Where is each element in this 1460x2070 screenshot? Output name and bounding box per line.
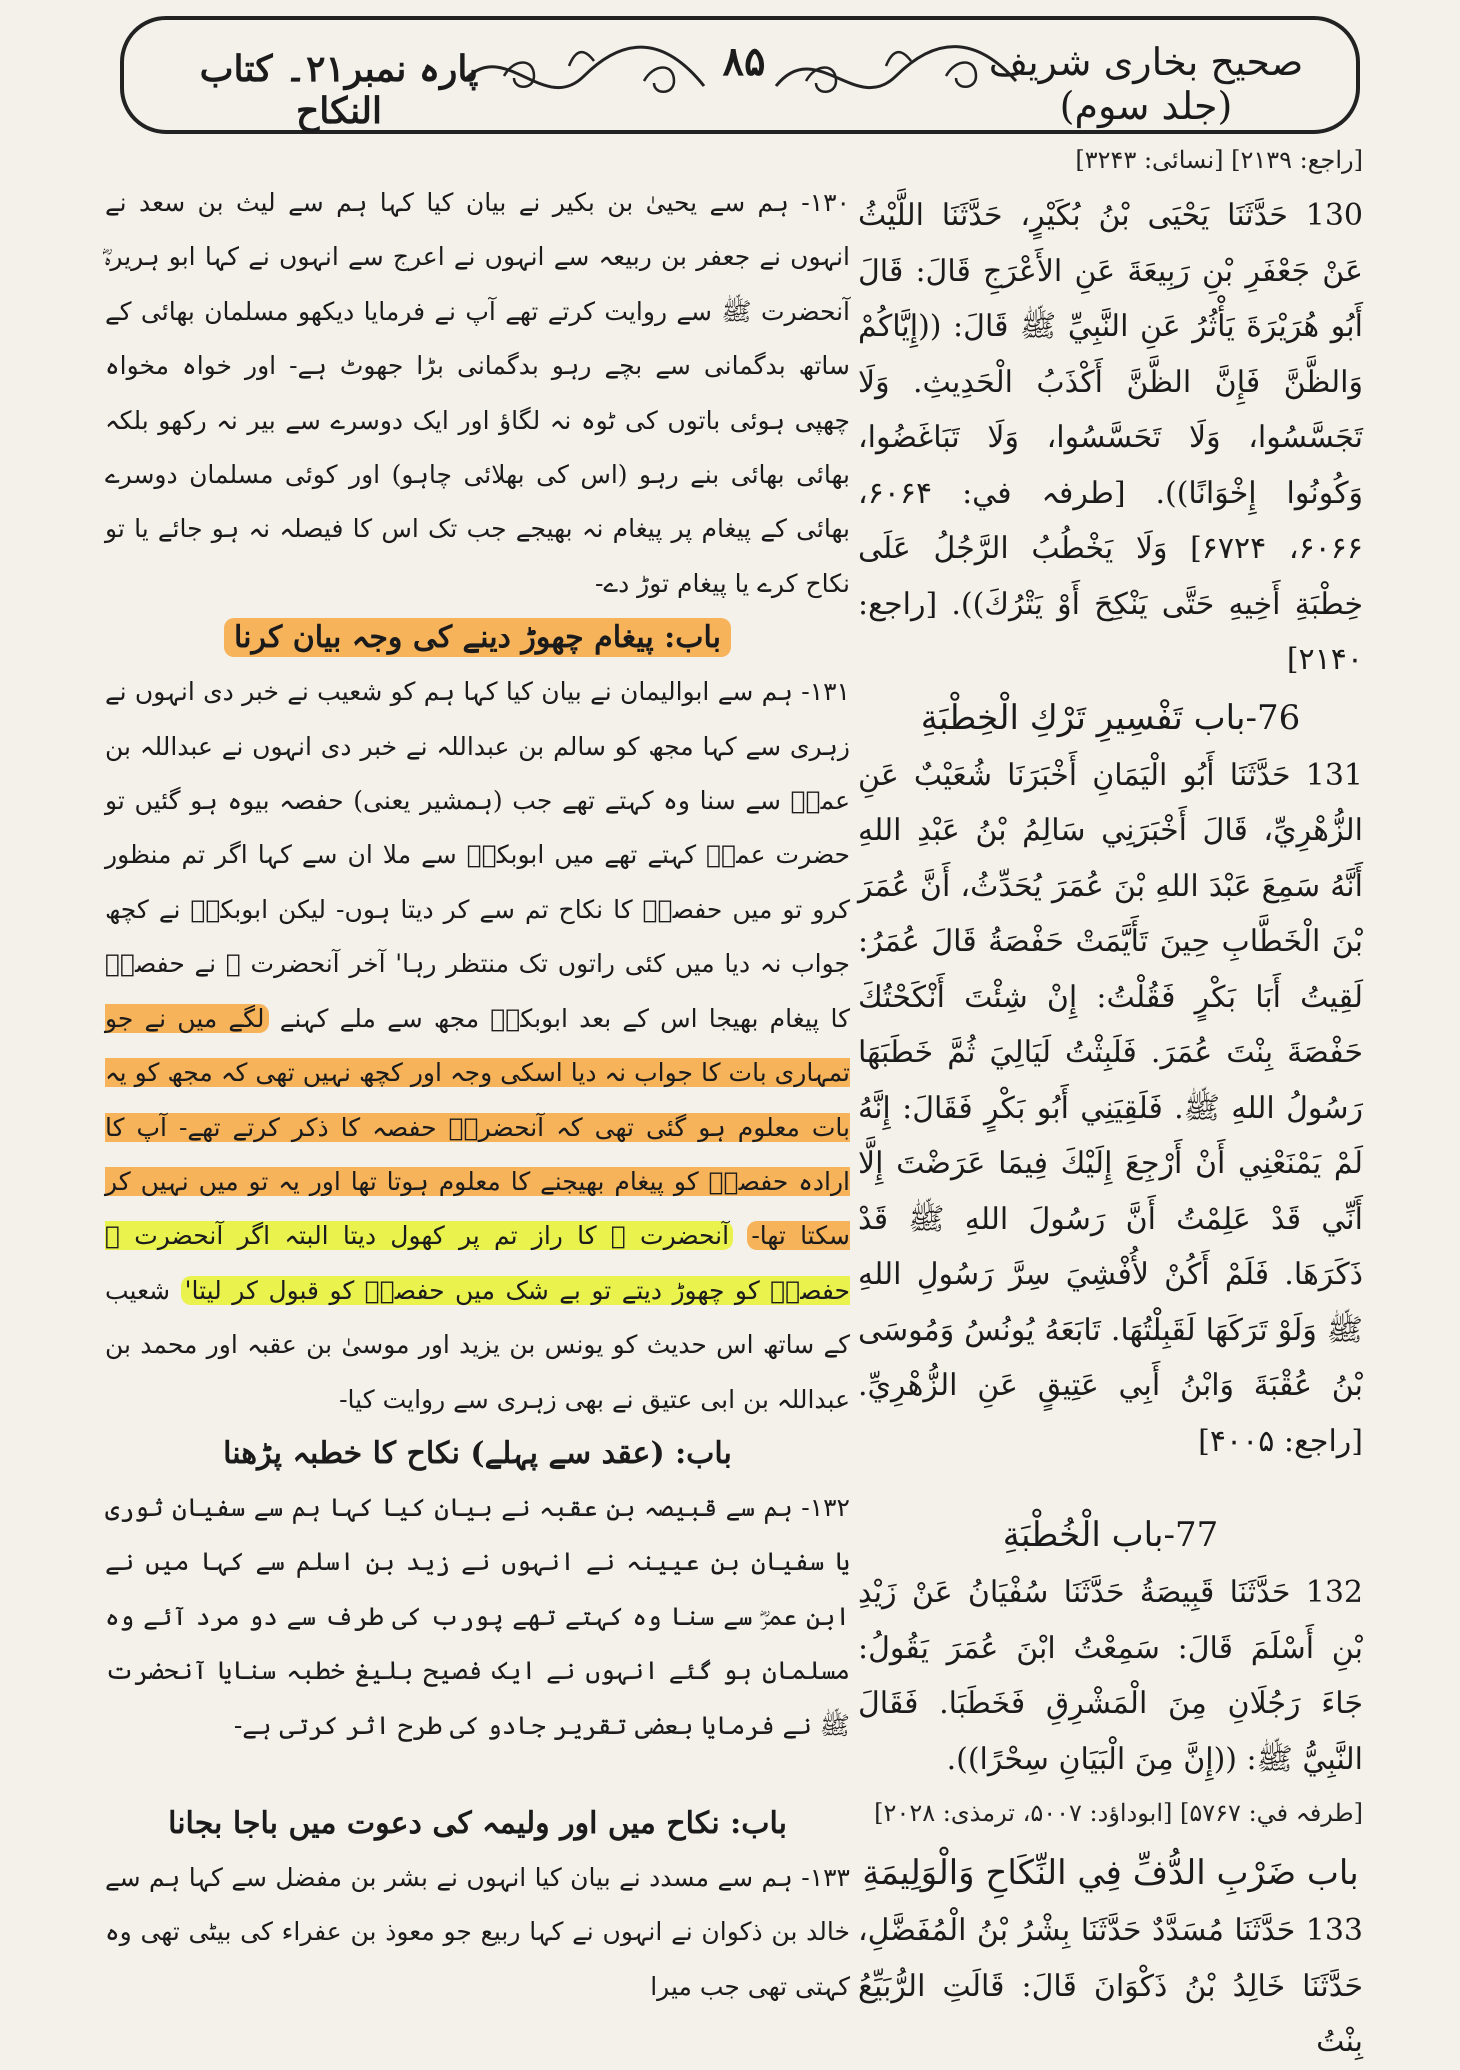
hadith-130-arabic: 130 حَدَّثَنَا يَحْيَى بْنُ بُكَيْرٍ، حَدَّثَنَا اللَّيْثُ عَنْ جَعْفَرِ بْنِ رَبِيعَةَ عَنِ الأَعْرَجِ قَالَ: قَالَ أَبُو هُرَيْرَةَ يَأْثُرُ عَنِ النَّبِيِّ ﷺ قَالَ: ((إِيَّاكُمْ وَالظَّنَّ فَإِنَّ الظَّنَّ أَكْذَبُ الْحَدِيثِ. وَلَا تَجَسَّسُوا، وَلَا تَحَسَّسُوا، وَلَا تَبَاغَضُوا، وَكُونُوا إِخْوَانًا)). [طرفہ في: ۶۰۶۴، ۶۰۶۶، ۶۷۲۴] وَلَا يَخْطُبُ الرَّجُلُ عَلَى خِطْبَةِ أَخِيهِ حَتَّى يَنْكِحَ أَوْ يَتْرُكَ)). [راجع: ۲۱۴۰]: [858, 198, 1364, 677]
urdu-column: [105, 176, 850, 2014]
urdu-heading-76: [105, 611, 850, 665]
hadith-130-urdu: ۱۳۰- ہم سے یحییٰ بن بکیر نے بیان کیا کہا ہم سے لیث بن سعد نے انہوں نے جعفر بن ربیعہ سے انہوں نے اعرج سے انہوں نے کہا ابو ہریرہؓ آنحضرت ﷺ سے روایت کرتے تھے آپ نے فرمایا دیکھو مسلمان بھائی کے ساتھ بدگمانی سے بچے رہو بدگمانی بڑا جھوٹ ہے- اور خواہ مخواہ چھپی ہوئی باتوں کی ٹوہ نہ لگاؤ اور ایک دوسرے سے بیر نہ رکھو بلکہ بھائی بھائی بنے رہو (اس کی بھلائی چاہو) اور کوئی مسلمان دوسرے بھائی کے پیغام پر پیغام نہ بھیجے جب تک اس کا فیصلہ نہ ہو جائے یا تو نکاح کرے یا پیغام توڑ دے-: [105, 188, 851, 598]
hadith-131-continuation: شعیب کے ساتھ اس حدیث کو یونس بن یزید اور موسیٰ بن عقبہ اور محمد بن عبداللہ بن ابی عتیق نے بھی زہری سے روایت کیا-: [105, 1275, 850, 1414]
page-header: [120, 16, 1360, 134]
section-title: پارہ نمبر۲۱۔ کتاب النکاح: [199, 48, 479, 132]
hadith-132-urdu: ۱۳۲- ہم سے قبیصہ بن عقبہ نے بیان کیا کہا ہم سے سفیان ثوری یا سفیان بن عیینہ نے انہوں نے زید بن اسلم سے کہا میں نے ابن عمرؓ سے سنا وہ کہتے تھے پورب کی طرف سے دو مرد آئے وہ مسلمان ہو گئے انہوں نے ایک فصیح بلیغ خطبہ سنایا آنحضرت ﷺ نے فرمایا بعضی تقریر جادو کی طرح اثر کرتی ہے-: [105, 1492, 850, 1740]
hadith-131-arabic: 131 حَدَّثَنَا أَبُو الْيَمَانِ أَخْبَرَنَا شُعَيْبٌ عَنِ الزُّهْرِيِّ، قَالَ أَخْبَرَنِي سَالِمُ بْنُ عَبْدِ اللهِ أَنَّهُ سَمِعَ عَبْدَ اللهِ بْنَ عُمَرَ يُحَدِّثُ، أَنَّ عُمَرَ بْنَ الْخَطَّابِ حِينَ تَأَيَّمَتْ حَفْصَةُ قَالَ عُمَرُ: لَقِيتُ أَبَا بَكْرٍ فَقُلْتُ: إِنْ شِئْتَ أَنْكَحْتُكَ حَفْصَةَ بِنْتَ عُمَرَ. فَلَبِثْتُ لَيَالِيَ ثُمَّ خَطَبَهَا رَسُولُ اللهِ ﷺ. فَلَقِيَنِي أَبُو بَكْرٍ فَقَالَ: إِنَّهُ لَمْ يَمْنَعْنِي أَنْ أَرْجِعَ إِلَيْكَ فِيمَا عَرَضْتَ إِلَّا أَنِّي قَدْ عَلِمْتُ أَنَّ رَسُولَ اللهِ ﷺ قَدْ ذَكَرَهَا. فَلَمْ أَكُنْ لأُفْشِيَ سِرَّ رَسُولِ اللهِ ﷺ وَلَوْ تَرَكَهَا لَقَبِلْتُهَا. تَابَعَهُ يُونُسُ وَمُوسَى بْنُ عُقْبَةَ وَابْنُ أَبِي عَتِيقٍ عَنِ الزُّهْرِيِّ. [راجع: ۴۰۰۵]: [858, 757, 1363, 1459]
chapter-heading-76: 76-باب تَفْسِيرِ تَرْكِ الْخِطْبَةِ: [920, 697, 1301, 738]
hadith-131-urdu: [105, 665, 850, 1427]
urdu-heading-77: باب: (عقد سے پہلے) نکاح کا خطبہ پڑھنا: [223, 1435, 732, 1471]
floral-ornament-icon: [766, 26, 1026, 126]
hadith-131-text: ۱۳۱- ہم سے ابوالیمان نے بیان کیا کہا ہم کو شعیب نے خبر دی انہوں نے زہری سے کہا مجھ کو سالم بن عبداللہ نے خبر دی انہوں نے عبداللہ بن عمرؓ سے سنا وہ کہتے تھے جب (ہمشیر یعنی) حفصہ بیوہ ہو گئیں تو حضرت عمرؓ کہتے تھے میں ابوبکرؓ سے ملا ان سے کہا اگر تم منظور کرو تو میں حفصہؓ کا نکاح تم سے کر دیتا ہوں- لیکن ابوبکرؓ نے کچھ جواب نہ دیا میں کئی راتوں تک منتظر رہا' آخر آنحضرت ﷺ نے حفصہؓ کا پیغام بھیجا اس کے بعد ابوبکرؓ مجھ سے ملے کہنے: [105, 677, 850, 1033]
reference-line: [راجع: ۲۱۳۹] [نسائی: ۳۲۴۳]: [1075, 146, 1363, 174]
highlighted-text-yellow: آنحضرت ﷺ کا راز تم پر کھول دیتا البتہ اگر آنحضرت ﷺ حفصہؓ کو چھوڑ دیتے تو بے شک میں حفصہؓ کو قبول کر لیتا': [105, 1221, 851, 1305]
urdu-heading-78: باب: نکاح میں اور ولیمہ کی دعوت میں باجا بجانا: [168, 1805, 787, 1841]
hadith-133-urdu: ۱۳۳- ہم سے مسدد نے بیان کیا انہوں نے بشر بن مفضل سے کہا ہم سے خالد بن ذکوان نے انہوں نے کہا ربیع جو معوذ بن عفراء کی بیٹی تھی وہ کہتی تھی جب میرا: [105, 1862, 850, 2001]
highlighted-text-orange: لگے میں نے جو تمہاری بات کا جواب نہ دیا اسکی وجہ اور کچھ نہیں تھی کہ مجھ کو یہ بات معلوم ہو گئی تھی کہ آنحضرتؐ حفصہ کا ذکر کرتے تھے- آپ کا ارادہ حفصہؓ کو پیغام بھیجنے کا معلوم ہوتا تھا اور یہ تو میں نہیں کر سکتا تھا-: [105, 1003, 850, 1251]
arabic-column: [858, 140, 1363, 2070]
page-number: ۸۵: [722, 38, 766, 85]
chapter-heading-77: 77-باب الْخُطْبَةِ: [1002, 1515, 1219, 1555]
chapter-heading-78: باب ضَرْبِ الدُّفِّ فِي النِّكَاحِ وَالْوَلِيمَةِ: [862, 1853, 1359, 1893]
reference-line: [طرفہ في: ۵۷۶۷] [ابوداؤد: ۵۰۰۷، ترمذی: ۲۰۲۸]: [874, 1799, 1363, 1827]
highlighted-heading: باب: پیغام چھوڑ دینے کی وجہ بیان کرنا: [224, 618, 731, 657]
hadith-133-arabic: 133 حَدَّثَنَا مُسَدَّدٌ حَدَّثَنَا بِشْرُ بْنُ الْمُفَضَّلِ، حَدَّثَنَا خَالِدُ بْنُ ذَكْوَانَ قَالَ: قَالَتِ الرُّبَيِّعُ بِنْتُ: [858, 1913, 1363, 2059]
hadith-132-arabic: 132 حَدَّثَنَا قَبِيصَةُ حَدَّثَنَا سُفْيَانُ عَنْ زَيْدِ بْنِ أَسْلَمَ قَالَ: سَمِعْتُ ابْنَ عُمَرَ يَقُولُ: جَاءَ رَجُلَانِ مِنَ الْمَشْرِقِ فَخَطَبَا. فَقَالَ النَّبِيُّ ﷺ: ((إِنَّ مِنَ الْبَيَانِ سِحْرًا)).: [858, 1575, 1363, 1777]
book-title: صحیح بخاری شریف (جلد سوم): [988, 40, 1304, 128]
